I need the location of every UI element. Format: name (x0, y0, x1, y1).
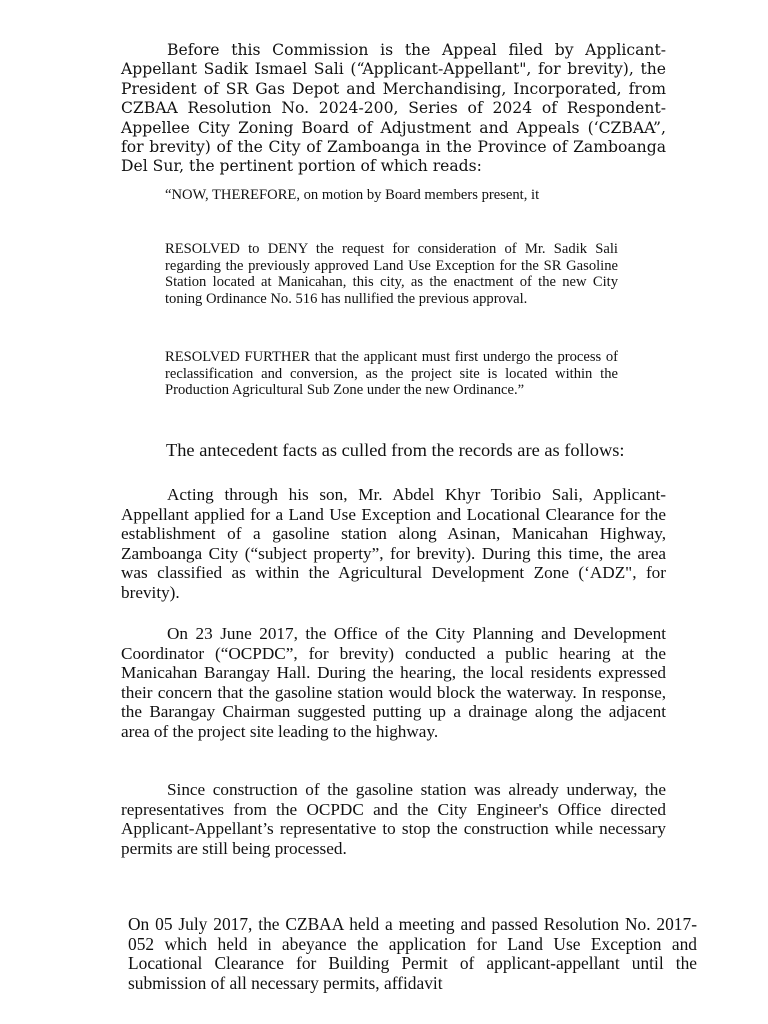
june-hearing-paragraph: On 23 June 2017, the Office of the City Planning and Development Coordinator (“OCPDC”, for brevity) conducted a public hearing at the Manicahan Barangay Hall. During the hearing, the local residents expressed their concern that the gasoline station would block the waterway. In response, the Barangay Chairman suggested putting up a drainage along the adjacent area of the project site leading to the highway. (121, 624, 666, 741)
acting-paragraph: Acting through his son, Mr. Abdel Khyr Toribio Sali, Applicant-Appellant applied for a Land Use Exception and Locational Clearance for the establishment of a gasoline station along Asinan, Manicahan Highway, Zamboanga City (“subject property”, for brevity). During this time, the area was classified as within the Agricultural Development Zone (‘ADZ", for brevity). (121, 485, 666, 602)
construction-paragraph: Since construction of the gasoline station was already underway, the representatives from the OCPDC and the City Engineer's Office directed Applicant-Appellant’s representative to stop the construction while necessary permits are still being processed. (121, 780, 666, 858)
intro-paragraph: Before this Commission is the Appeal filed by Applicant-Appellant Sadik Ismael Sali (“Applicant-Appellant", for brevity), the President of SR Gas Depot and Merchandising, Incorporated, from CZBAA Resolution No. 2024-200, Series of 2024 of Respondent-Appellee City Zoning Board of Adjustment and Appeals (‘CZBAA”, for brevity) of the City of Zamboanga in the Province of Zamboanga Del Sur, the pertinent portion of which reads: (121, 41, 666, 176)
quote-resolved-deny: RESOLVED to DENY the request for consideration of Mr. Sadik Sali regarding the previously approved Land Use Exception for the SR Gasoline Station located at Manicahan, this city, as the enactment of the new City toning Ordinance No. 516 has nullified the previous approval. (165, 241, 618, 307)
july-meeting-paragraph: On 05 July 2017, the CZBAA held a meeting and passed Resolution No. 2017-052 which held in abeyance the application for Land Use Exception and Locational Clearance for Building Permit of applicant-appellant until the submission of all necessary permits, affidavit (128, 914, 697, 993)
antecedent-facts-line: The antecedent facts as culled from the records are as follows: (166, 440, 625, 460)
quote-resolved-further: RESOLVED FURTHER that the applicant must first undergo the process of reclassification and conversion, as the project site is located within the Production Agricultural Sub Zone under the new Ordinance.” (165, 349, 618, 399)
quote-opening-line: “NOW, THEREFORE, on motion by Board members present, it (165, 187, 540, 203)
